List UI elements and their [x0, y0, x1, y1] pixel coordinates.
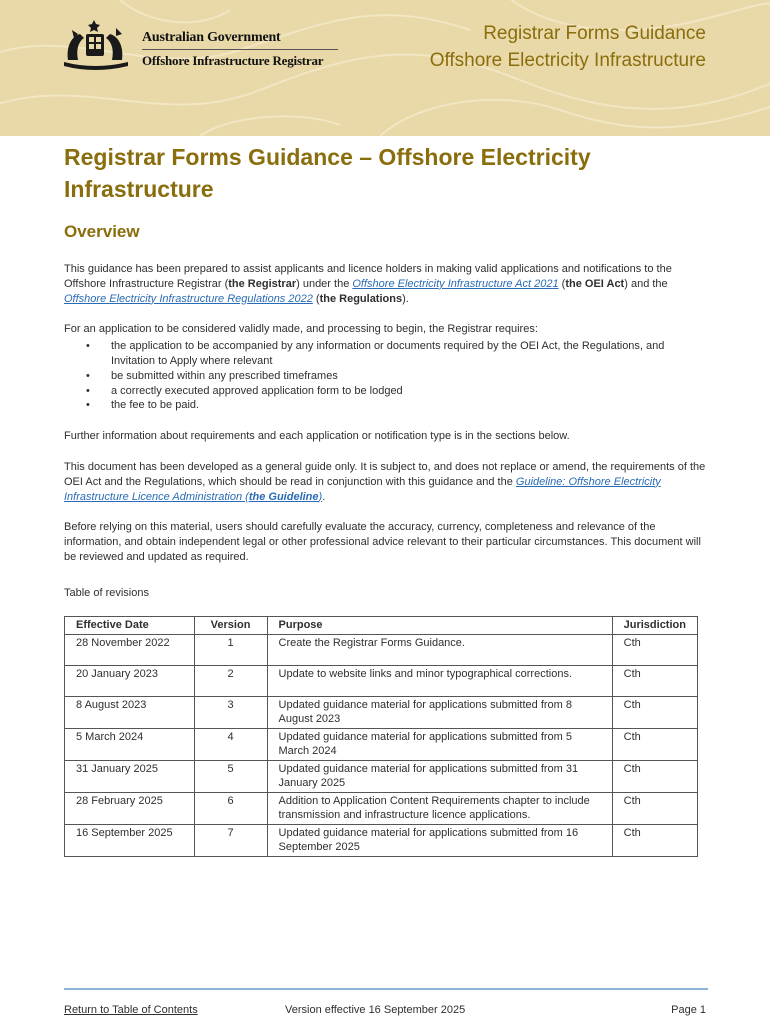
header-banner [0, 0, 770, 136]
cell-purpose: Create the Registrar Forms Guidance. [267, 634, 612, 665]
cell-version: 7 [194, 824, 267, 856]
return-to-toc-link[interactable]: Return to Table of Contents [64, 1004, 198, 1016]
document-title: Registrar Forms Guidance – Offshore Electricity Infrastructure [64, 144, 591, 202]
cell-purpose: Updated guidance material for applications submitted from 16 September 2025 [267, 824, 612, 856]
government-logo [58, 16, 348, 74]
cell-date: 28 February 2025 [65, 792, 195, 824]
cell-jurisdiction: Cth [612, 634, 697, 665]
text: ( [558, 277, 566, 290]
link-text: ) [318, 490, 323, 503]
cell-date: 16 September 2025 [65, 824, 195, 856]
text: ) under the [296, 277, 353, 290]
cell-purpose: Updated guidance material for applications submitted from 8 August 2023 [267, 696, 612, 728]
footer-page-number: Page 1 [671, 1004, 706, 1016]
requirements-list [64, 339, 706, 413]
text: This guidance has been prepared to assist applicants and licence holders in making valid applications and notifications to the Offshore Infrastructure Registrar ( [64, 263, 672, 290]
term-registrar: the Registrar [228, 277, 297, 290]
section-heading-overview: Overview [64, 222, 140, 241]
banner-title [430, 20, 706, 74]
paragraph-general-guide [64, 460, 706, 504]
footer-version: Version effective 16 September 2025 [285, 1004, 466, 1016]
cell-jurisdiction: Cth [612, 696, 697, 728]
link-oei-regulations[interactable]: Offshore Electricity Infrastructure Regulations 2022 [64, 292, 313, 305]
text: . [322, 490, 326, 503]
cell-version: 2 [194, 665, 267, 696]
header-version: Version [194, 617, 267, 635]
link-text: Guideline: Offshore Electricity Infrastructure Licence Administration ( [64, 475, 661, 503]
cell-jurisdiction: Cth [612, 760, 697, 792]
list-item: • be submitted within any prescribed timeframes [64, 369, 706, 384]
text: ). [402, 292, 409, 305]
list-item: • the fee to be paid. [64, 398, 706, 413]
cell-date: 5 March 2024 [65, 728, 195, 760]
cell-version: 6 [194, 792, 267, 824]
link-text-bold: the Guideline [248, 490, 319, 503]
overview-body [64, 262, 706, 581]
cell-date: 20 January 2023 [65, 665, 195, 696]
term-oei-act: the OEI Act [565, 277, 625, 290]
logo-government-text: Australian Government [142, 30, 281, 45]
cell-jurisdiction: Cth [612, 792, 697, 824]
revisions-caption: Table of revisions [64, 587, 149, 599]
cell-version: 5 [194, 760, 267, 792]
cell-jurisdiction: Cth [612, 665, 697, 696]
cell-purpose: Update to website links and minor typographical corrections. [267, 665, 612, 696]
cell-purpose: Updated guidance material for applications submitted from 31 January 2025 [267, 760, 612, 792]
paragraph-requirements-intro: For an application to be considered validly made, and processing to begin, the Registrar requires: [64, 323, 538, 336]
revisions-table [64, 616, 698, 857]
table-row [65, 792, 698, 824]
table-row [65, 634, 698, 665]
cell-version: 3 [194, 696, 267, 728]
text: ) and the [624, 277, 668, 290]
list-item: • a correctly executed approved application form to be lodged [64, 384, 706, 399]
header-jurisdiction: Jurisdiction [612, 617, 697, 635]
cell-jurisdiction: Cth [612, 824, 697, 856]
table-row [65, 665, 698, 696]
table-row [65, 824, 698, 856]
header-effective-date: Effective Date [65, 617, 195, 635]
cell-purpose: Updated guidance material for applications submitted from 5 March 2024 [267, 728, 612, 760]
cell-version: 4 [194, 728, 267, 760]
paragraph-intro [64, 262, 706, 306]
cell-jurisdiction: Cth [612, 728, 697, 760]
table-row [65, 696, 698, 728]
cell-date: 31 January 2025 [65, 760, 195, 792]
table-row [65, 728, 698, 760]
table-header-row [65, 617, 698, 635]
footer-divider [64, 988, 708, 990]
text: This document has been developed as a general guide only. It is subject to, and does not replace or amend, the requirements of the OEI Act and the Regulations, which should be read in conjunction with this guidance and the [64, 460, 706, 488]
link-oei-act[interactable]: Offshore Electricity Infrastructure Act 2021 [352, 277, 559, 290]
list-item: • the application to be accompanied by any information or documents required by the OEI Act, the Regulations, and Invitation to Apply where relevant [64, 339, 706, 369]
term-regulations: the Regulations [319, 292, 403, 305]
banner-title-line2: Offshore Electricity Infrastructure [429, 50, 706, 71]
coat-of-arms-icon [58, 16, 134, 72]
cell-version: 1 [194, 634, 267, 665]
paragraph-disclaimer: Before relying on this material, users should carefully evaluate the accuracy, currency, completeness and relevance of the information, and obtain independent legal or other professional advice relevant to their particular circumstances. This document will be reviewed and updated as required. [64, 521, 701, 563]
logo-registrar-text: Offshore Infrastructure Registrar [142, 53, 324, 68]
cell-date: 28 November 2022 [65, 634, 195, 665]
logo-divider [142, 49, 338, 50]
banner-title-line1: Registrar Forms Guidance [483, 23, 706, 44]
header-purpose: Purpose [267, 617, 612, 635]
paragraph-further-info: Further information about requirements and each application or notification type is in the sections below. [64, 430, 570, 443]
text: ( [312, 292, 320, 305]
cell-date: 8 August 2023 [65, 696, 195, 728]
table-row [65, 760, 698, 792]
cell-purpose: Addition to Application Content Requirements chapter to include transmission and infrastructure licence applications. [267, 792, 612, 824]
